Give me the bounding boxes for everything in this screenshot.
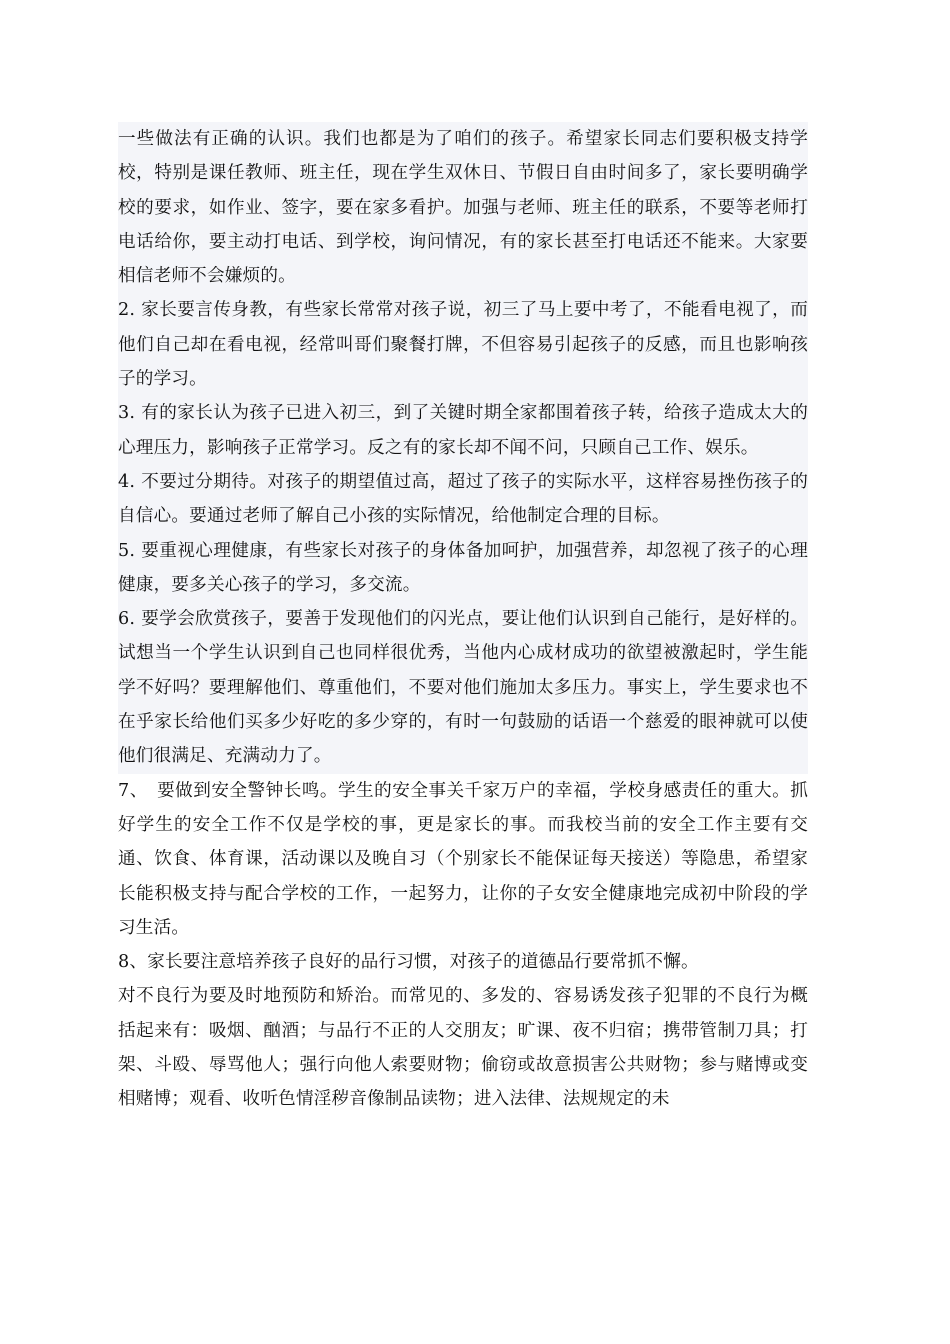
paragraph-item-8-body: 对不良行为要及时地预防和矫治。而常见的、多发的、容易诱发孩子犯罪的不良行为概括起来有：吸烟、酗酒；与品行不正的人交朋友；旷课、夜不归宿；携带管制刀具；打架、斗殴、辱骂他人；强行向他人索要财物；偷窃或故意损害公共财物；参与赌博或变相赌博；观看、收听色情淫秽音像制品读物；进入法律、法规规定的未 <box>118 986 808 1110</box>
paragraph-item-5: 5. 要重视心理健康，有些家长对孩子的身体备加呵护，加强营养，却忽视了孩子的心理健康，要多关心孩子的学习，多交流。 <box>118 534 808 603</box>
paragraph-item-8: 8、家长要注意培养孩子良好的品行习惯，对孩子的道德品行要常抓不懈。 <box>118 952 699 973</box>
paragraph-item-4: 4. 不要过分期待。对孩子的期望值过高，超过了孩子的实际水平，这样容易挫伤孩子的自信心。要通过老师了解自己小孩的实际情况，给他制定合理的目标。 <box>118 465 808 534</box>
paragraph-item-7: 7、 要做到安全警钟长鸣。学生的安全事关千家万户的幸福，学校身感责任的重大。抓好学生的安全工作不仅是学校的事，更是家长的事。而我校当前的安全工作主要有交通、饮食、体育课，活动课以及晚自习（个别家长不能保证每天接送）等隐患，希望家长能积极支持与配合学校的工作，一起努力，让你的子女安全健康地完成初中阶段的学习生活。 <box>118 780 808 938</box>
paragraph-item-3: 3. 有的家长认为孩子已进入初三，到了关键时期全家都围着孩子转，给孩子造成太大的心理压力，影响孩子正常学习。反之有的家长却不闻不问，只顾自己工作、娱乐。 <box>118 396 808 465</box>
paragraph-item-6: 6. 要学会欣赏孩子，要善于发现他们的闪光点，要让他们认识到自己能行，是好样的。试想当一个学生认识到自己也同样很优秀，当他内心成材成功的欲望被激起时，学生能学不好吗？要理解他们、尊重他们，不要对他们施加太多压力。事实上，学生要求也不在乎家长给他们买多少好吃的多少穿的，有时一句鼓励的话语一个慈爱的眼神就可以使他们很满足、充满动力了。 <box>118 602 808 773</box>
body-text <box>118 122 808 1117</box>
paragraph-continuation: 一些做法有正确的认识。我们也都是为了咱们的孩子。希望家长同志们要积极支持学校，特别是课任教师、班主任，现在学生双休日、节假日自由时间多了，家长要明确学校的要求，如作业、签字，要在家多看护。加强与老师、班主任的联系，不要等老师打电话给你，要主动打电话、到学校，询问情况，有的家长甚至打电话还不能来。大家要相信老师不会嫌烦的。 <box>118 122 808 293</box>
paragraph-item-2: 2. 家长要言传身教，有些家长常常对孩子说，初三了马上要中考了，不能看电视了，而他们自己却在看电视，经常叫哥们聚餐打牌，不但容易引起孩子的反感，而且也影响孩子的学习。 <box>118 293 808 396</box>
